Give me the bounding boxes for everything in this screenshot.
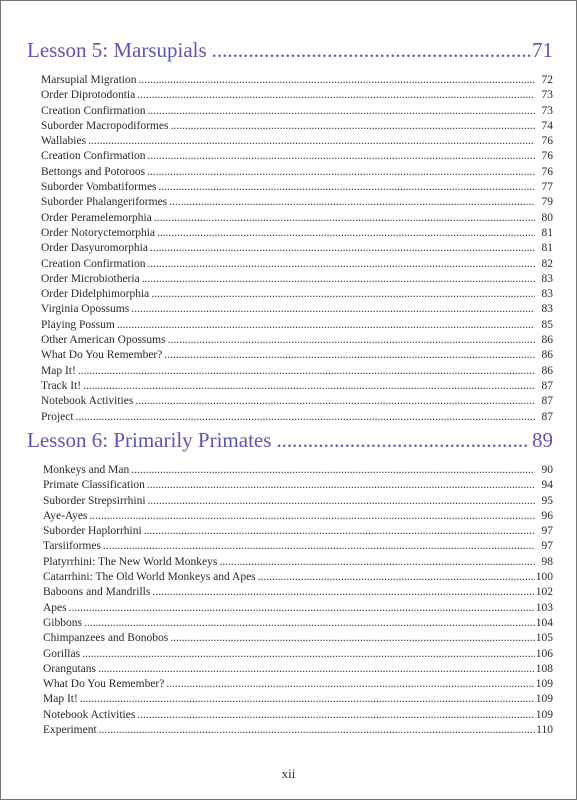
dot-leader: [219, 555, 535, 570]
entry-page: 98: [541, 555, 553, 568]
toc-entry[interactable]: [41, 318, 553, 333]
entry-page: 94: [541, 479, 553, 492]
entry-page: 76: [541, 135, 553, 148]
lesson-section: [27, 37, 553, 425]
toc-entry[interactable]: [41, 195, 553, 210]
entry-title: Tarsiiformes: [43, 540, 101, 553]
dot-leader: [147, 478, 535, 493]
entry-title: Order Microbiotheria: [41, 272, 140, 285]
dot-leader: [166, 677, 535, 692]
lesson-page: 89: [532, 428, 553, 452]
entry-title: Catarrhini: The Old World Monkeys and Apes: [43, 571, 256, 584]
toc-entry[interactable]: [43, 509, 553, 524]
entry-title: Apes: [43, 601, 67, 614]
entry-page: 109: [535, 693, 553, 706]
entry-page: 85: [541, 318, 553, 331]
entry-page: 72: [541, 74, 553, 86]
toc-entry[interactable]: [41, 272, 553, 287]
entry-page: 83: [541, 272, 553, 285]
entry-page: 109: [535, 708, 553, 721]
entry-title: Baboons and Mandrills: [43, 586, 151, 599]
entry-page: 76: [541, 165, 553, 178]
dot-leader: [137, 708, 535, 723]
entry-title: What Do You Remember?: [43, 678, 165, 691]
dot-leader: [117, 318, 535, 333]
toc-entry[interactable]: [41, 180, 553, 195]
entry-page: 108: [535, 662, 553, 675]
toc-entry[interactable]: [41, 348, 553, 363]
dot-leader: [157, 226, 535, 241]
entry-title: Order Didelphimorphia: [41, 288, 150, 301]
toc-entry[interactable]: [43, 539, 553, 554]
entry-title: Map It!: [41, 364, 76, 377]
dot-leader: [150, 241, 535, 256]
entry-page: 100: [535, 571, 553, 584]
dot-leader: [139, 73, 536, 88]
entry-page: 90: [541, 464, 553, 476]
entry-title: Creation Confirmation: [41, 150, 146, 163]
entry-page: 97: [541, 525, 553, 538]
dot-leader: [88, 134, 535, 149]
entry-title: Gorillas: [43, 647, 81, 660]
toc-entry[interactable]: [41, 73, 553, 88]
dot-leader: [151, 287, 535, 302]
dot-leader: [147, 165, 535, 180]
dot-leader: [212, 37, 530, 63]
toc-entry[interactable]: [43, 647, 553, 662]
toc-entry[interactable]: [41, 394, 553, 409]
entry-page: 97: [541, 540, 553, 553]
toc-entry[interactable]: [41, 302, 553, 317]
dot-leader: [170, 119, 535, 134]
entry-title: Suborder Macropodiformes: [41, 119, 169, 132]
toc-entry[interactable]: [41, 287, 553, 302]
toc-entry[interactable]: [41, 119, 553, 134]
dot-leader: [147, 257, 535, 272]
dot-leader: [142, 272, 535, 287]
dot-leader: [135, 394, 535, 409]
entry-title: Gibbons: [43, 616, 82, 629]
toc-entry[interactable]: [43, 708, 553, 723]
entry-page: 102: [535, 586, 553, 599]
entry-page: 86: [541, 349, 553, 362]
toc-entry[interactable]: [43, 555, 553, 570]
entry-page: 87: [541, 410, 553, 423]
dot-leader: [258, 570, 535, 585]
lesson-heading: [27, 427, 553, 453]
entry-title: Aye-Ayes: [43, 509, 88, 522]
entry-page: 81: [541, 242, 553, 255]
entry-page: 105: [535, 632, 553, 645]
entry-page: 80: [541, 211, 553, 224]
dot-leader: [276, 427, 530, 453]
entry-title: Chimpanzees and Bonobos: [43, 632, 169, 645]
lesson-heading: [27, 37, 553, 63]
entry-page: 74: [541, 119, 553, 132]
toc-entry[interactable]: [43, 585, 553, 600]
toc-entry[interactable]: [43, 463, 553, 478]
toc-entry[interactable]: [41, 149, 553, 164]
dot-leader: [76, 410, 535, 425]
lesson-title: Lesson 6: Primarily Primates: [27, 428, 272, 452]
toc-entry[interactable]: [41, 333, 553, 348]
dot-leader: [147, 104, 535, 119]
dot-leader: [84, 616, 535, 631]
entry-page: 110: [536, 724, 553, 737]
entry-title: Notebook Activities: [43, 708, 136, 721]
dot-leader: [103, 539, 535, 554]
entry-page: 77: [541, 181, 553, 194]
dot-leader: [148, 494, 535, 509]
entry-title: What Do You Remember?: [41, 349, 163, 362]
entry-title: Suborder Strepsirrhini: [43, 494, 146, 507]
entry-title: Project: [41, 410, 74, 423]
dot-leader: [147, 149, 535, 164]
entry-page: 95: [541, 494, 553, 507]
dot-leader: [131, 463, 535, 478]
entry-title: Order Peramelemorphia: [41, 211, 152, 224]
entry-page: 73: [541, 104, 553, 117]
toc-entry[interactable]: [41, 410, 553, 425]
lesson-section: [27, 427, 553, 738]
dot-leader: [98, 662, 535, 677]
entry-page: 104: [535, 616, 553, 629]
toc-entry[interactable]: [43, 478, 553, 493]
entry-page: 86: [541, 364, 553, 377]
entry-title: Other American Opossums: [41, 334, 166, 347]
dot-leader: [82, 647, 535, 662]
toc-entry[interactable]: [41, 379, 553, 394]
dot-leader: [137, 88, 535, 103]
entry-page: 87: [541, 395, 553, 408]
entry-page: 73: [541, 89, 553, 102]
entry-page: 76: [541, 150, 553, 163]
entry-title: Monkeys and Man: [43, 464, 130, 476]
entry-title: Experiment: [43, 724, 97, 737]
toc-entry[interactable]: [43, 677, 553, 692]
entry-list: [27, 73, 553, 425]
dot-leader: [154, 211, 535, 226]
entry-title: Virginia Opossums: [41, 303, 130, 316]
toc-entry[interactable]: [43, 692, 553, 707]
dot-leader: [169, 195, 535, 210]
toc-entry[interactable]: [41, 241, 553, 256]
dot-leader: [69, 601, 535, 616]
toc-entry[interactable]: [43, 723, 553, 738]
dot-leader: [164, 348, 535, 363]
toc-entry[interactable]: [41, 226, 553, 241]
dot-leader: [80, 692, 535, 707]
dot-leader: [168, 333, 535, 348]
toc-entry[interactable]: [41, 211, 553, 226]
entry-page: 79: [541, 196, 553, 209]
toc-entry[interactable]: [41, 165, 553, 180]
toc-entry[interactable]: [43, 662, 553, 677]
entry-page: 86: [541, 334, 553, 347]
lesson-title: Lesson 5: Marsupials: [27, 38, 207, 62]
entry-title: Creation Confirmation: [41, 257, 146, 270]
entry-page: 96: [541, 509, 553, 522]
entry-title: Suborder Haplorrhini: [43, 525, 142, 538]
entry-title: Order Diprotodontia: [41, 89, 136, 102]
dot-leader: [144, 524, 535, 539]
entry-title: Playing Possum: [41, 318, 115, 331]
toc-entry[interactable]: [43, 631, 553, 646]
toc-entry[interactable]: [43, 601, 553, 616]
toc-entry[interactable]: [41, 364, 553, 379]
entry-title: Orangutans: [43, 662, 97, 675]
entry-page: 81: [541, 226, 553, 239]
dot-leader: [90, 509, 535, 524]
entry-title: Bettongs and Potoroos: [41, 165, 146, 178]
entry-title: Primate Classification: [43, 479, 145, 492]
footer-page-number: xii: [281, 766, 296, 781]
lesson-page: 71: [532, 38, 553, 62]
entry-title: Platyrrhini: The New World Monkeys: [43, 555, 218, 568]
toc-entry[interactable]: [41, 134, 553, 149]
entry-page: 83: [541, 288, 553, 301]
entry-list: [27, 463, 553, 738]
entry-page: 106: [535, 647, 553, 660]
toc-entry[interactable]: [43, 616, 553, 631]
entry-title: Track It!: [41, 379, 82, 392]
toc-entry[interactable]: [41, 257, 553, 272]
entry-title: Order Notoryctemorphia: [41, 226, 156, 239]
entry-title: Marsupial Migration: [41, 74, 137, 86]
entry-title: Notebook Activities: [41, 395, 134, 408]
entry-title: Order Dasyuromorphia: [41, 242, 148, 255]
entry-page: 83: [541, 303, 553, 316]
entry-page: 103: [535, 601, 553, 614]
dot-leader: [83, 379, 535, 394]
entry-page: 82: [541, 257, 553, 270]
dot-leader: [152, 585, 535, 600]
dot-leader: [78, 364, 535, 379]
entry-title: Suborder Vombatiformes: [41, 181, 157, 194]
dot-leader: [131, 302, 535, 317]
toc-entry[interactable]: [43, 494, 553, 509]
dot-leader: [99, 723, 535, 738]
entry-page: 109: [535, 678, 553, 691]
dot-leader: [170, 631, 535, 646]
entry-title: Suborder Phalangeriformes: [41, 196, 168, 209]
entry-title: Wallabies: [41, 135, 87, 148]
toc-entry[interactable]: [43, 524, 553, 539]
entry-title: Map It!: [43, 693, 78, 706]
entry-page: 87: [541, 379, 553, 392]
dot-leader: [159, 180, 535, 195]
entry-title: Creation Confirmation: [41, 104, 146, 117]
toc-entry[interactable]: [43, 570, 553, 585]
toc-entry[interactable]: [41, 104, 553, 119]
toc-entry[interactable]: [41, 88, 553, 103]
